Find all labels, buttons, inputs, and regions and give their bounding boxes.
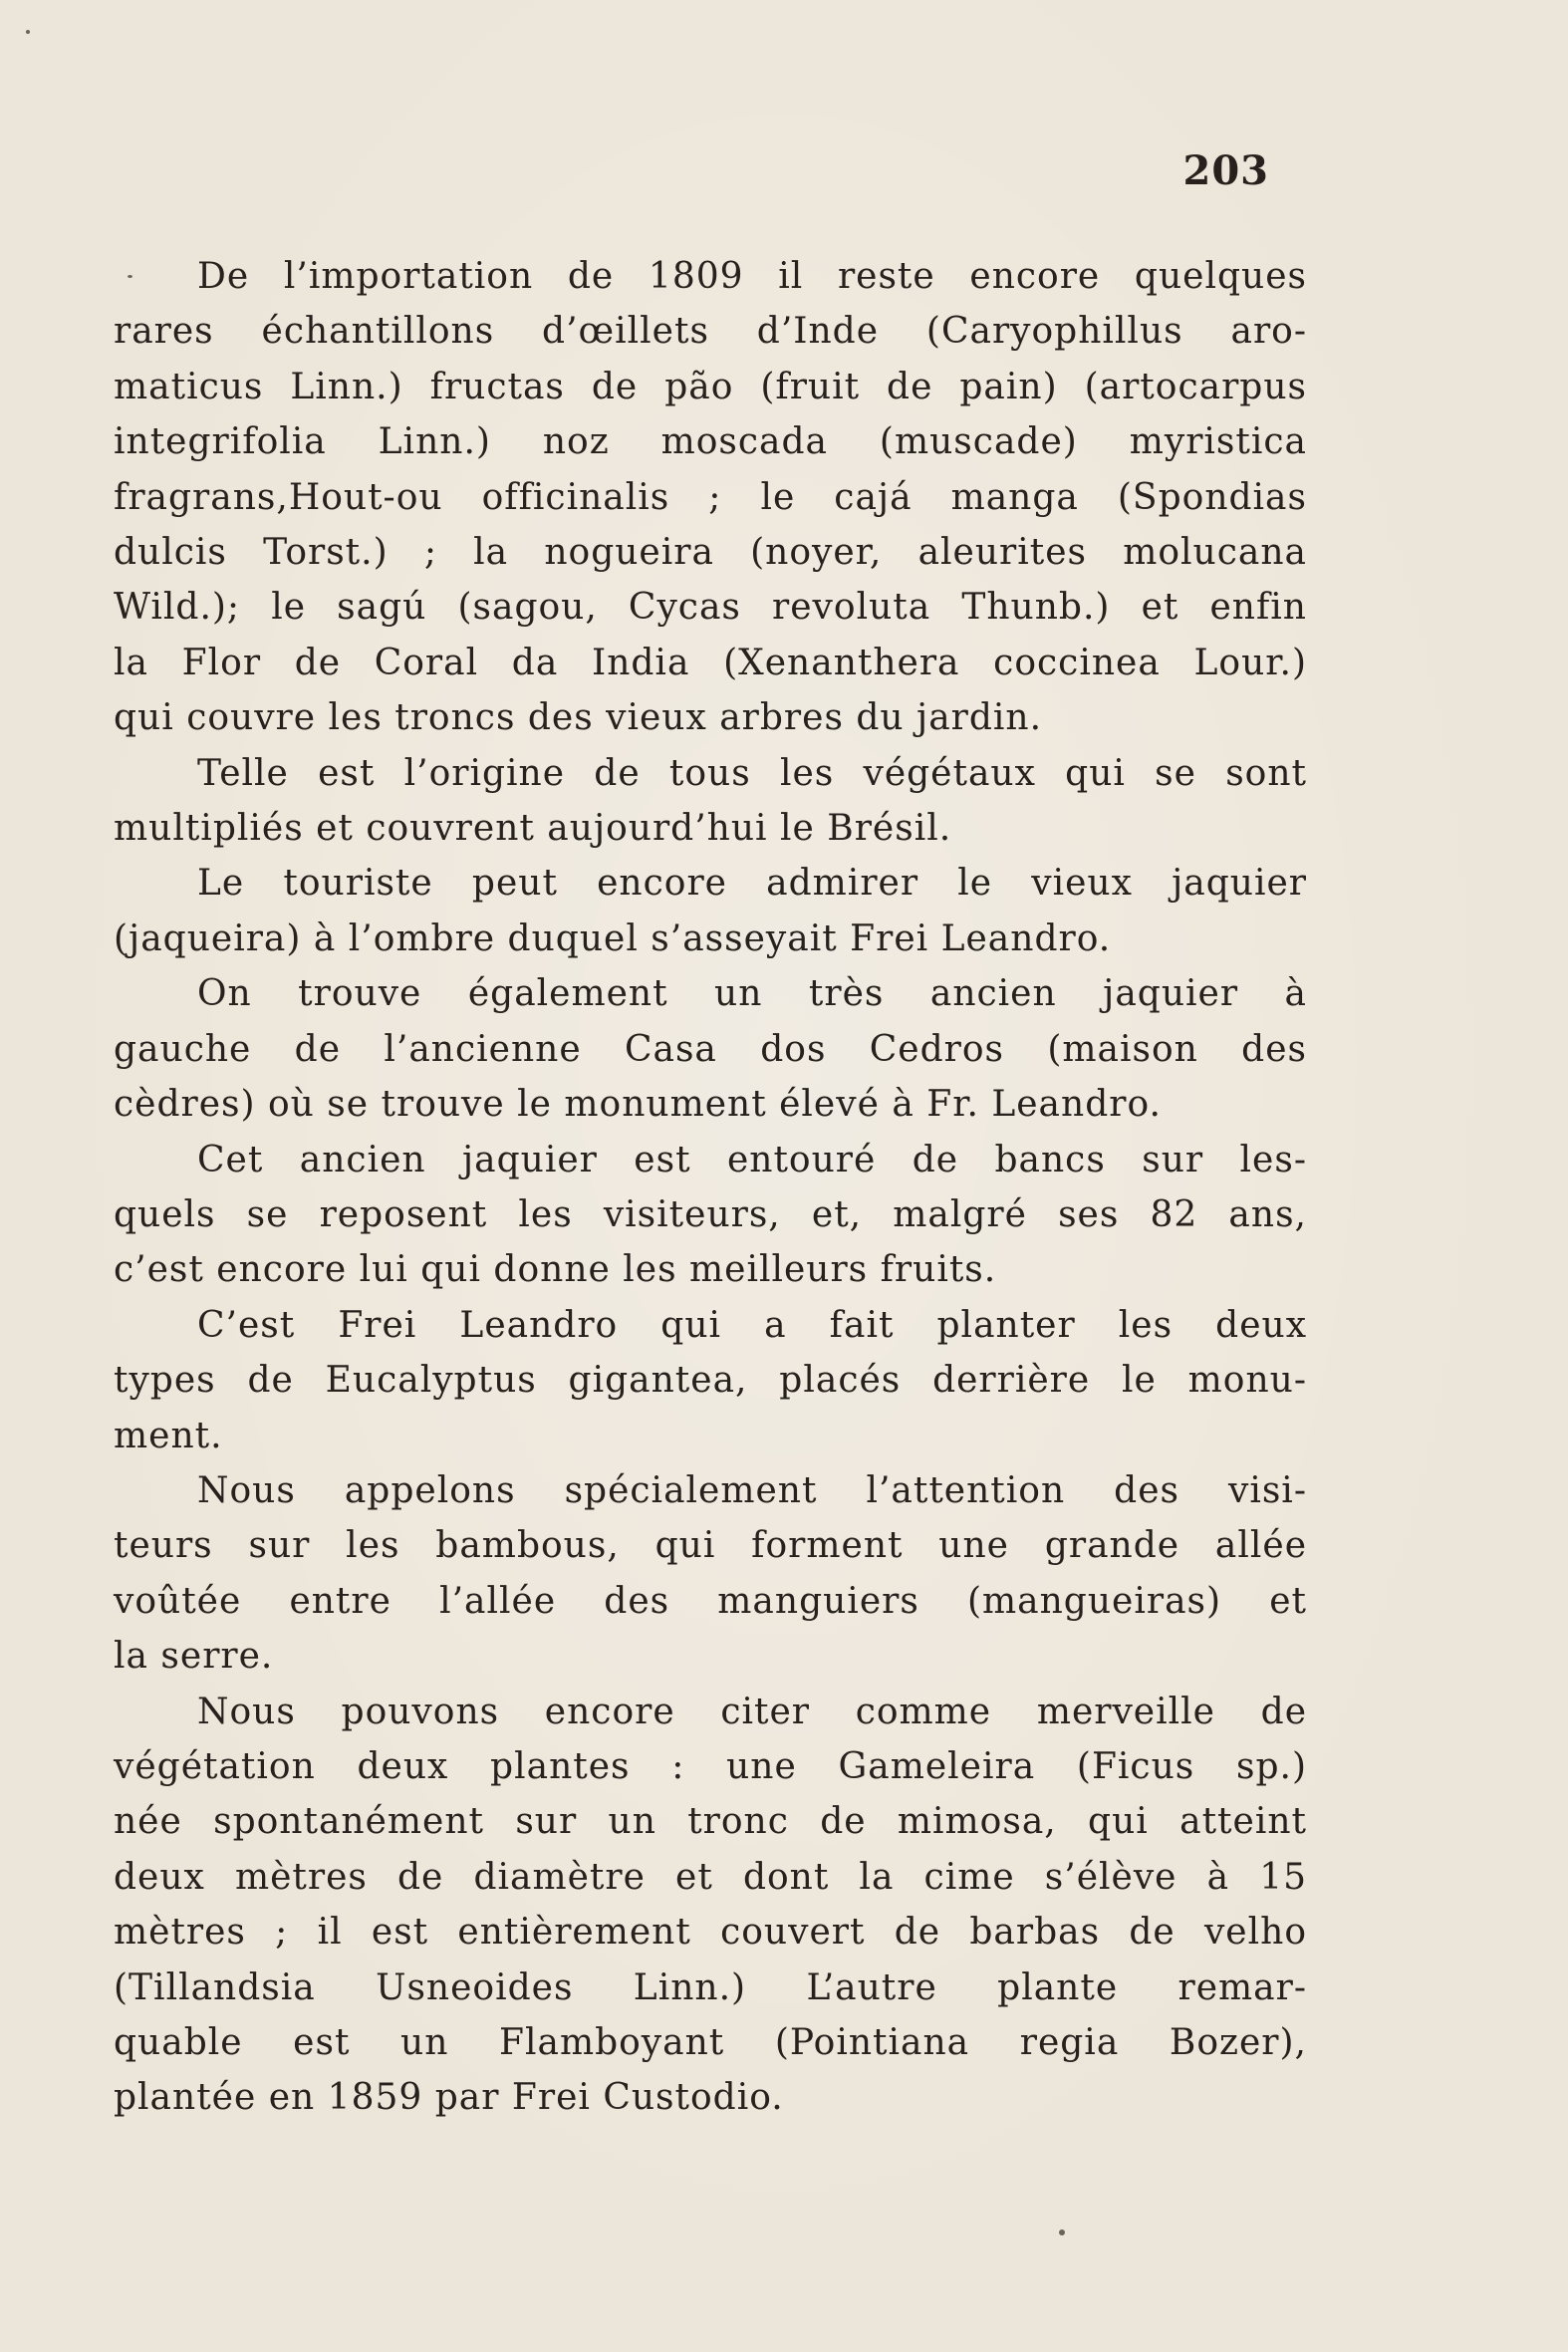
text-line: fragrans,Hout-ou officinalis ; le cajá manga (Spondias — [114, 476, 1307, 518]
body-text — [114, 249, 1307, 2126]
paragraph-importation — [114, 249, 1307, 746]
text-line: (jaqueira) à l’ombre duquel s’asseyait Frei Leandro. — [114, 917, 1112, 959]
text-line: qui couvre les troncs des vieux arbres du jardin. — [114, 697, 1043, 739]
text-line: mètres ; il est entièrement couvert de barbas de velho — [114, 1912, 1307, 1954]
paragraph-merveille — [114, 1685, 1307, 2126]
text-line: integrifolia Linn.) noz moscada (muscade) myristica — [114, 421, 1307, 463]
text-line: Telle est l’origine de tous les végétaux qui se sont — [197, 752, 1307, 794]
text-line: De l’importation de 1809 il reste encore quelques — [197, 256, 1307, 297]
text-line: quable est un Flamboyant (Pointiana regia Bozer), — [114, 2022, 1307, 2063]
text-line: Wild.); le sagú (sagou, Cycas revoluta Thunb.) et enfin — [114, 587, 1307, 629]
text-line: Nous pouvons encore citer comme merveille de — [197, 1691, 1307, 1732]
text-line: On trouve également un très ancien jaquier à — [197, 973, 1307, 1015]
paragraph-bancs — [114, 1133, 1307, 1298]
paper-speck — [26, 30, 30, 34]
text-line: née spontanément sur un tronc de mimosa, qui atteint — [114, 1801, 1307, 1843]
text-line: teurs sur les bambous, qui forment une grande allée — [114, 1525, 1307, 1567]
paper-speck — [1059, 2229, 1065, 2235]
paragraph-eucalyptus — [114, 1298, 1307, 1463]
text-line: rares échantillons d’œillets d’Inde (Caryophillus aro- — [114, 311, 1307, 353]
text-line: la serre. — [114, 1636, 274, 1678]
text-line: Le touriste peut encore admirer le vieux jaquier — [197, 863, 1307, 905]
text-line: maticus Linn.) fructas de pão (fruit de pain) (artocarpus — [114, 366, 1307, 407]
text-line: dulcis Torst.) ; la nogueira (noyer, aleurites molucana — [114, 532, 1307, 574]
paragraph-touriste — [114, 856, 1307, 966]
text-line: ment. — [114, 1415, 223, 1456]
paragraph-jaquier-ancien — [114, 966, 1307, 1132]
page-number: 203 — [1182, 147, 1269, 194]
paragraph-bambous — [114, 1463, 1307, 1685]
text-line: C’est Frei Leandro qui a fait planter les deux — [197, 1304, 1307, 1346]
text-line: multipliés et couvrent aujourd’hui le Brésil. — [114, 808, 952, 850]
text-line: (Tillandsia Usneoides Linn.) L’autre plante remar- — [114, 1966, 1307, 2008]
paper-speck — [128, 275, 132, 278]
text-line: Cet ancien jaquier est entouré de bancs sur les- — [197, 1139, 1307, 1180]
text-line: quels se reposent les visiteurs, et, malgré ses 82 ans, — [114, 1193, 1307, 1235]
paragraph-origine — [114, 746, 1307, 857]
text-line: végétation deux plantes : une Gameleira (Ficus sp.) — [114, 1745, 1307, 1787]
text-line: deux mètres de diamètre et dont la cime s’élève à 15 — [114, 1856, 1307, 1898]
text-line: voûtée entre l’allée des manguiers (mangueiras) et — [114, 1580, 1307, 1622]
text-line: cèdres) où se trouve le monument élevé à Fr. Leandro. — [114, 1084, 1162, 1126]
text-line: Nous appelons spécialement l’attention des visi- — [197, 1469, 1307, 1511]
text-line: c’est encore lui qui donne les meilleurs fruits. — [114, 1249, 997, 1291]
text-line: plantée en 1859 par Frei Custodio. — [114, 2077, 784, 2119]
text-line: types de Eucalyptus gigantea, placés derrière le monu- — [114, 1360, 1307, 1402]
text-line: la Flor de Coral da India (Xenanthera coccinea Lour.) — [114, 642, 1307, 683]
text-line: gauche de l’ancienne Casa dos Cedros (maison des — [114, 1028, 1307, 1070]
